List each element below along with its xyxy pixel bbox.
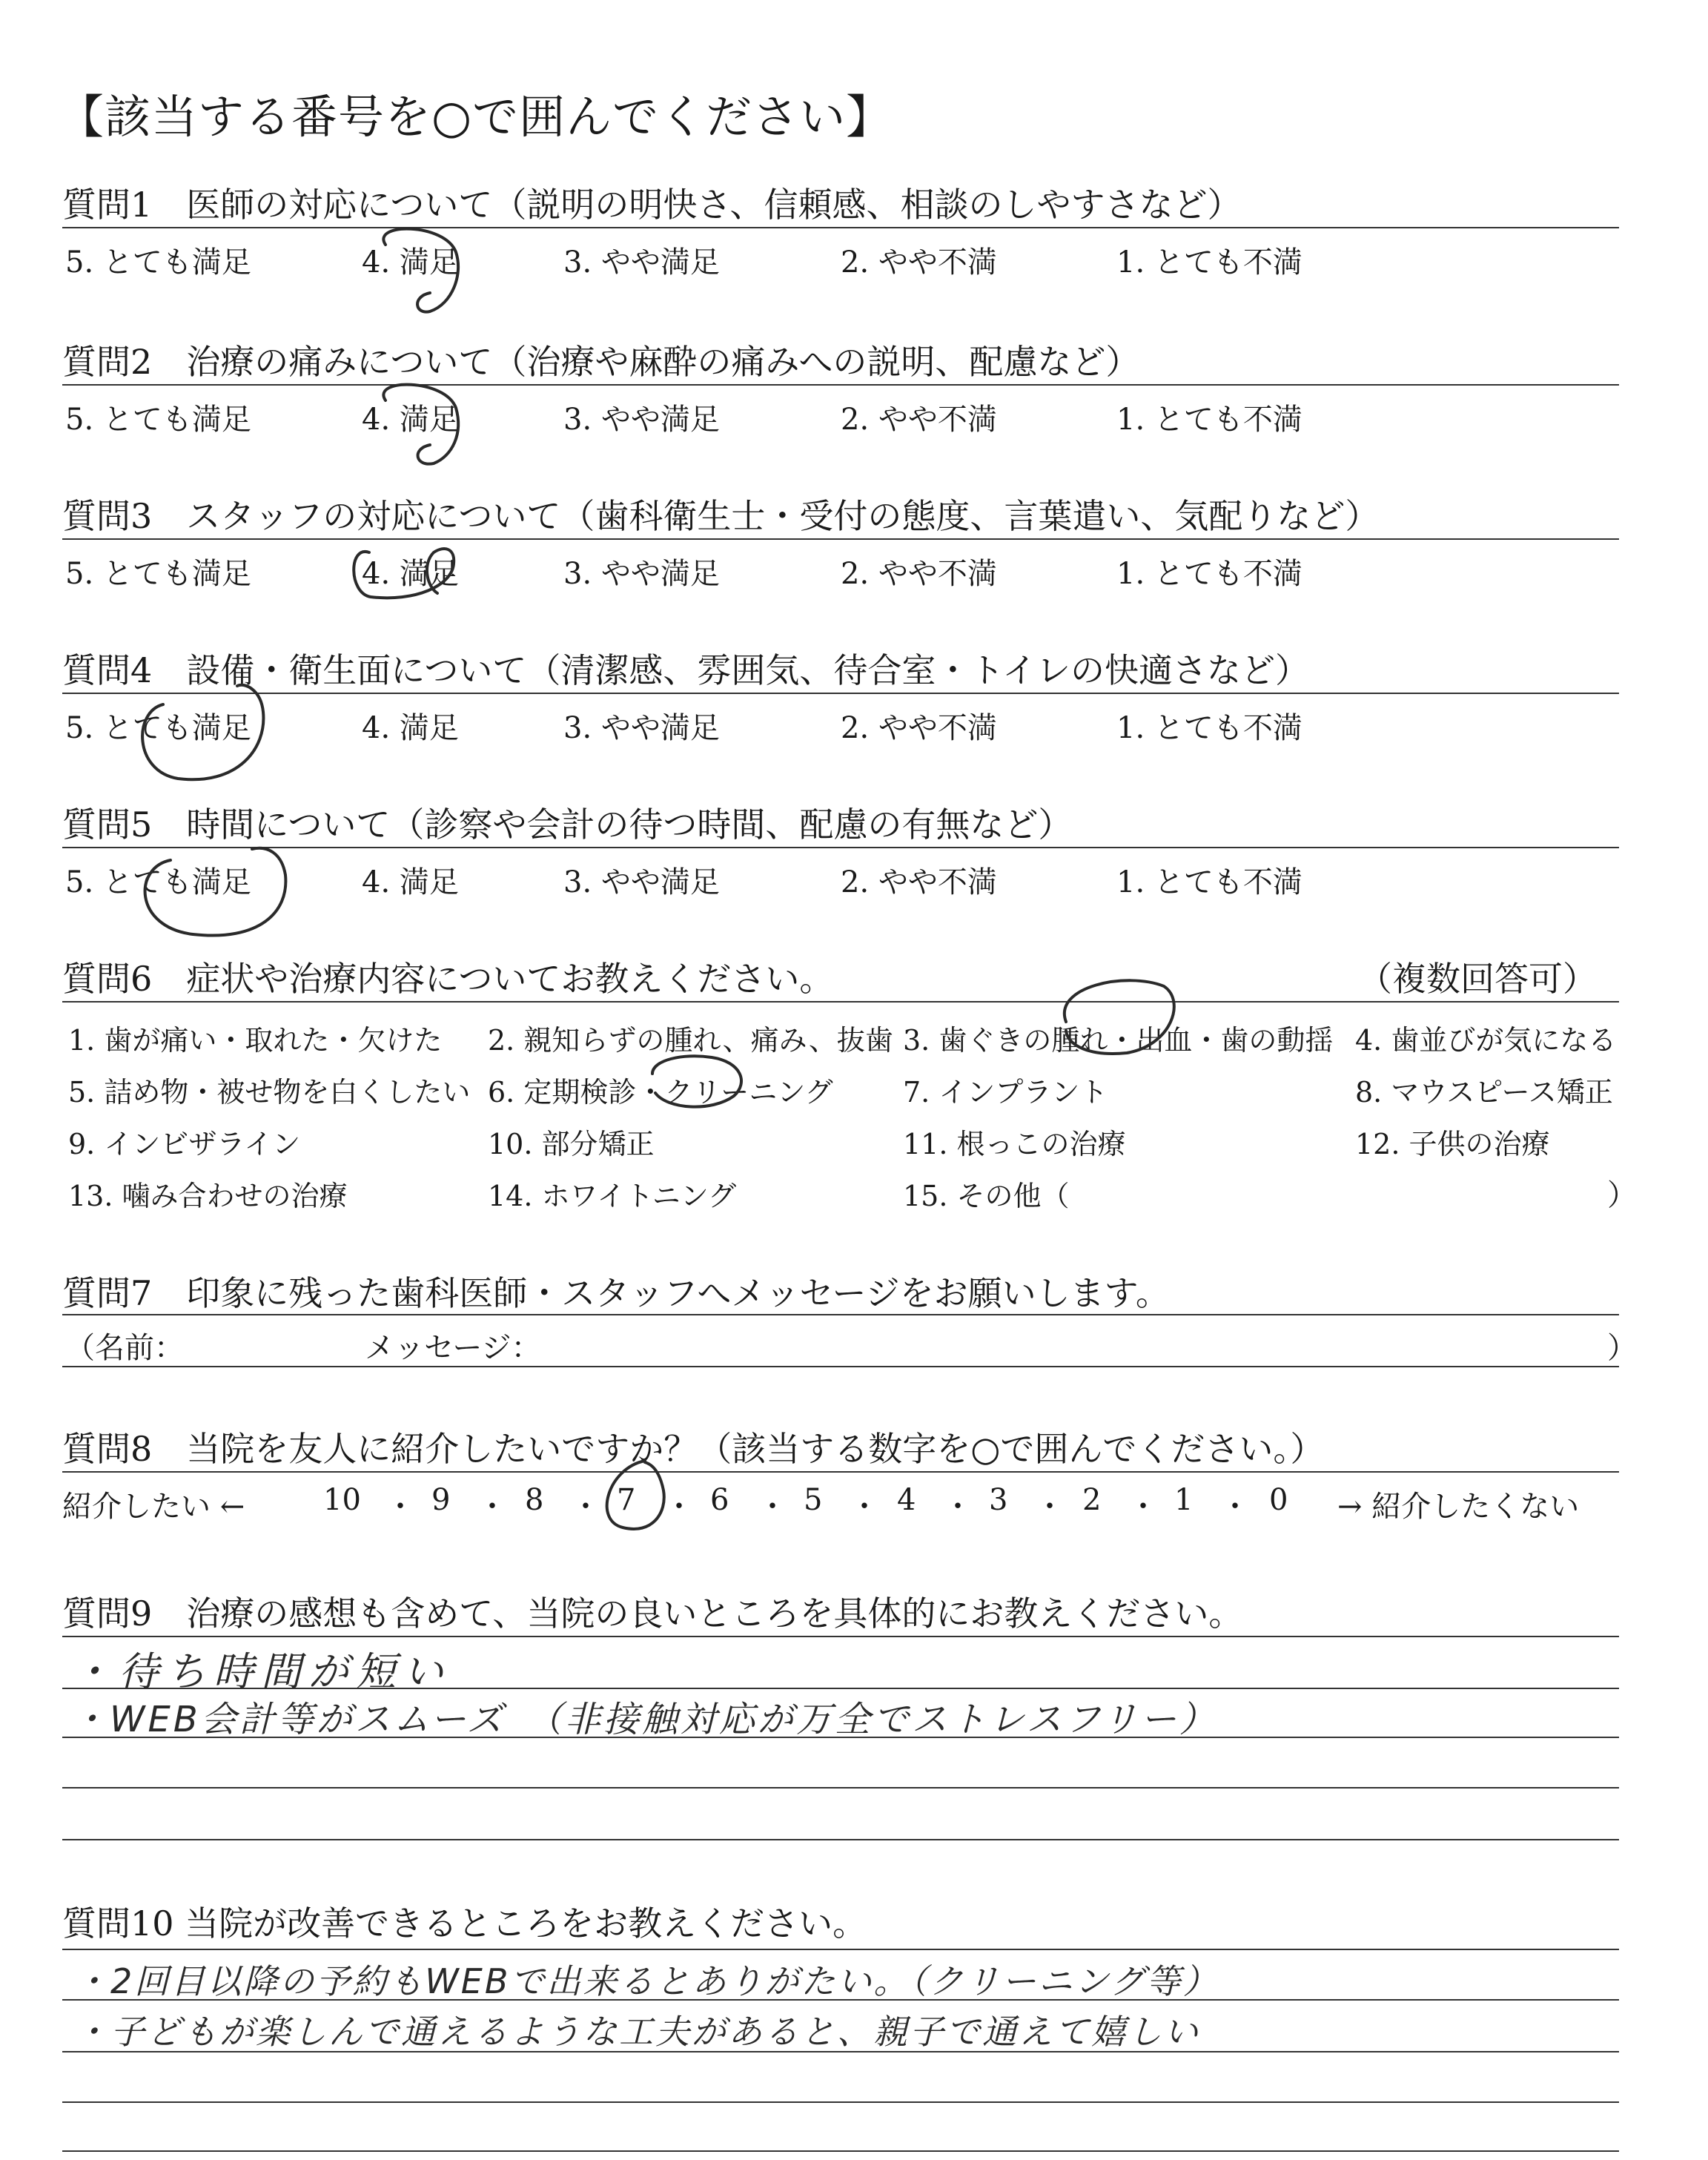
- q9-rule-1: [62, 1636, 1619, 1637]
- q3-rule: [62, 538, 1619, 540]
- q10-answer-2: ・子どもが楽しんで通えるような工夫があると、親子で通えて嬉しい: [74, 2012, 1200, 2052]
- q5-option-4[interactable]: 4. 満足: [362, 865, 459, 899]
- q9-rule-4: [62, 1787, 1619, 1789]
- q3-option-4[interactable]: 4. 満足: [362, 557, 459, 591]
- q2-option-4[interactable]: 4. 満足: [362, 403, 459, 437]
- q9-answer-1: ・待ち時間が短い: [71, 1648, 451, 1695]
- q4-option-4[interactable]: 4. 満足: [362, 711, 459, 745]
- q8-score-0[interactable]: 0: [1269, 1483, 1288, 1517]
- q8-title: 質問8 当院を友人に紹介したいですか？（該当する数字を○で囲んでください。）: [62, 1429, 1325, 1469]
- q3-option-5[interactable]: 5. とても満足: [65, 557, 251, 591]
- q8-score-1[interactable]: 1: [1174, 1483, 1194, 1517]
- q8-score-8[interactable]: 8: [525, 1483, 544, 1517]
- q8-score-7[interactable]: 7: [617, 1483, 636, 1517]
- q9-rule-5: [62, 1839, 1619, 1840]
- q8-score-3[interactable]: 3: [989, 1483, 1008, 1517]
- q2-option-2[interactable]: 2. やや不満: [841, 403, 997, 437]
- q6-item-14[interactable]: 14. ホワイトニング: [488, 1180, 737, 1212]
- q8-score-4[interactable]: 4: [897, 1483, 916, 1517]
- q7-bottom-rule: [62, 1366, 1619, 1367]
- q5-rule: [62, 847, 1619, 848]
- q8-sep: ・: [758, 1490, 787, 1524]
- q3-option-2[interactable]: 2. やや不満: [841, 557, 997, 591]
- q7-close-paren: ）: [1607, 1331, 1637, 1365]
- q10-rule-4: [62, 2101, 1619, 2103]
- q8-score-9[interactable]: 9: [431, 1483, 451, 1517]
- q6-item-7[interactable]: 7. インプラント: [903, 1076, 1108, 1109]
- q3-option-3[interactable]: 3. やや満足: [563, 557, 720, 591]
- q6-item-1[interactable]: 1. 歯が痛い・取れた・欠けた: [68, 1024, 443, 1057]
- q6-item-2[interactable]: 2. 親知らずの腫れ、痛み、抜歯: [488, 1024, 893, 1057]
- q3-title: 質問3 スタッフの対応について（歯科衛生士・受付の態度、言葉遣い、気配りなど）: [62, 496, 1380, 536]
- q10-rule-1: [62, 1949, 1619, 1950]
- q1-option-2[interactable]: 2. やや不満: [841, 245, 997, 280]
- q4-option-3[interactable]: 3. やや満足: [563, 711, 720, 745]
- q1-option-3[interactable]: 3. やや満足: [563, 245, 720, 280]
- q5-option-1[interactable]: 1. とても不満: [1116, 865, 1302, 899]
- q8-sep: ・: [477, 1490, 507, 1524]
- q2-option-1[interactable]: 1. とても不満: [1116, 403, 1302, 437]
- q6-item-4[interactable]: 4. 歯並びが気になる: [1355, 1024, 1617, 1057]
- q8-score-6[interactable]: 6: [710, 1483, 729, 1517]
- q7-rule: [62, 1314, 1619, 1315]
- q6-item-6[interactable]: 6. 定期検診・クリーニング: [488, 1076, 833, 1109]
- q4-rule: [62, 693, 1619, 694]
- q9-title: 質問9 治療の感想も含めて、当院の良いところを具体的にお教えください。: [62, 1593, 1243, 1634]
- q5-title: 質問5 時間について（診察や会計の待つ時間、配慮の有無など）: [62, 805, 1073, 845]
- q6-rule: [62, 1001, 1619, 1003]
- q5-option-2[interactable]: 2. やや不満: [841, 865, 997, 899]
- q8-sep: ・: [385, 1490, 415, 1524]
- q8-sep: ・: [1035, 1490, 1065, 1524]
- q2-title: 質問2 治療の痛みについて（治療や麻酔の痛みへの説明、配慮など）: [62, 342, 1140, 382]
- q8-sep: ・: [943, 1490, 973, 1524]
- q1-option-1[interactable]: 1. とても不満: [1116, 245, 1302, 280]
- q6-item-10[interactable]: 10. 部分矯正: [488, 1128, 655, 1160]
- q6-item-3[interactable]: 3. 歯ぐきの腫れ・出血・歯の動揺: [903, 1024, 1334, 1057]
- q1-option-4[interactable]: 4. 満足: [362, 245, 459, 280]
- q7-name-label: （名前：: [65, 1331, 184, 1365]
- q1-option-5[interactable]: 5. とても満足: [65, 245, 251, 280]
- q8-rule: [62, 1471, 1619, 1473]
- q1-rule: [62, 227, 1619, 228]
- q8-sep: ・: [1128, 1490, 1158, 1524]
- q4-option-2[interactable]: 2. やや不満: [841, 711, 997, 745]
- survey-header: 【該当する番号を○で囲んでください】: [58, 90, 893, 144]
- q1-title: 質問1 医師の対応について（説明の明快さ、信頼感、相談のしやすさなど）: [62, 185, 1242, 225]
- q5-option-5[interactable]: 5. とても満足: [65, 865, 251, 899]
- q9-answer-2: ・WEB会計等がスムーズ （非接触対応が万全でストレスフリー）: [71, 1699, 1218, 1740]
- q8-score-10[interactable]: 10: [323, 1483, 361, 1517]
- q4-option-1[interactable]: 1. とても不満: [1116, 711, 1302, 745]
- q8-right-label: → 紹介したくない: [1337, 1490, 1580, 1524]
- q3-option-1[interactable]: 1. とても不満: [1116, 557, 1302, 591]
- q6-item-13[interactable]: 13. 噛み合わせの治療: [68, 1180, 348, 1212]
- q6-item-15[interactable]: 15. その他（: [903, 1180, 1070, 1212]
- q10-title: 質問10 当院が改善できるところをお教えください。: [62, 1903, 867, 1943]
- q8-score-2[interactable]: 2: [1082, 1483, 1102, 1517]
- q6-item-9[interactable]: 9. インビザライン: [68, 1128, 301, 1160]
- q6-item-12[interactable]: 12. 子供の治療: [1355, 1128, 1550, 1160]
- q6-other-close-paren: ）: [1607, 1178, 1637, 1212]
- q6-item-5[interactable]: 5. 詰め物・被せ物を白くしたい: [68, 1076, 471, 1109]
- q2-option-5[interactable]: 5. とても満足: [65, 403, 251, 437]
- q6-multiple-note: （複数回答可）: [1358, 959, 1597, 999]
- q5-option-3[interactable]: 3. やや満足: [563, 865, 720, 899]
- q8-sep: ・: [664, 1490, 694, 1524]
- q10-rule-5: [62, 2150, 1619, 2152]
- q8-sep: ・: [850, 1490, 879, 1524]
- q7-message-label: メッセージ：: [365, 1331, 541, 1365]
- q10-answer-1: ・2回目以降の予約もWEBで出来るとありがたい。（クリーニング等）: [74, 1961, 1219, 2001]
- q6-item-11[interactable]: 11. 根っこの治療: [903, 1128, 1126, 1160]
- q8-score-5[interactable]: 5: [804, 1483, 823, 1517]
- q2-option-3[interactable]: 3. やや満足: [563, 403, 720, 437]
- q7-title: 質問7 印象に残った歯科医師・スタッフへメッセージをお願いします。: [62, 1273, 1170, 1313]
- q6-title: 質問6 症状や治療内容についてお教えください。: [62, 959, 834, 999]
- q4-option-5[interactable]: 5. とても満足: [65, 711, 251, 745]
- q4-title: 質問4 設備・衛生面について（清潔感、雰囲気、待合室・トイレの快適さなど）: [62, 650, 1310, 690]
- q8-sep: ・: [571, 1490, 600, 1524]
- q2-rule: [62, 384, 1619, 386]
- q6-item-8[interactable]: 8. マウスピース矯正: [1355, 1076, 1613, 1109]
- q8-left-label: 紹介したい ←: [62, 1490, 245, 1524]
- q8-sep: ・: [1220, 1490, 1250, 1524]
